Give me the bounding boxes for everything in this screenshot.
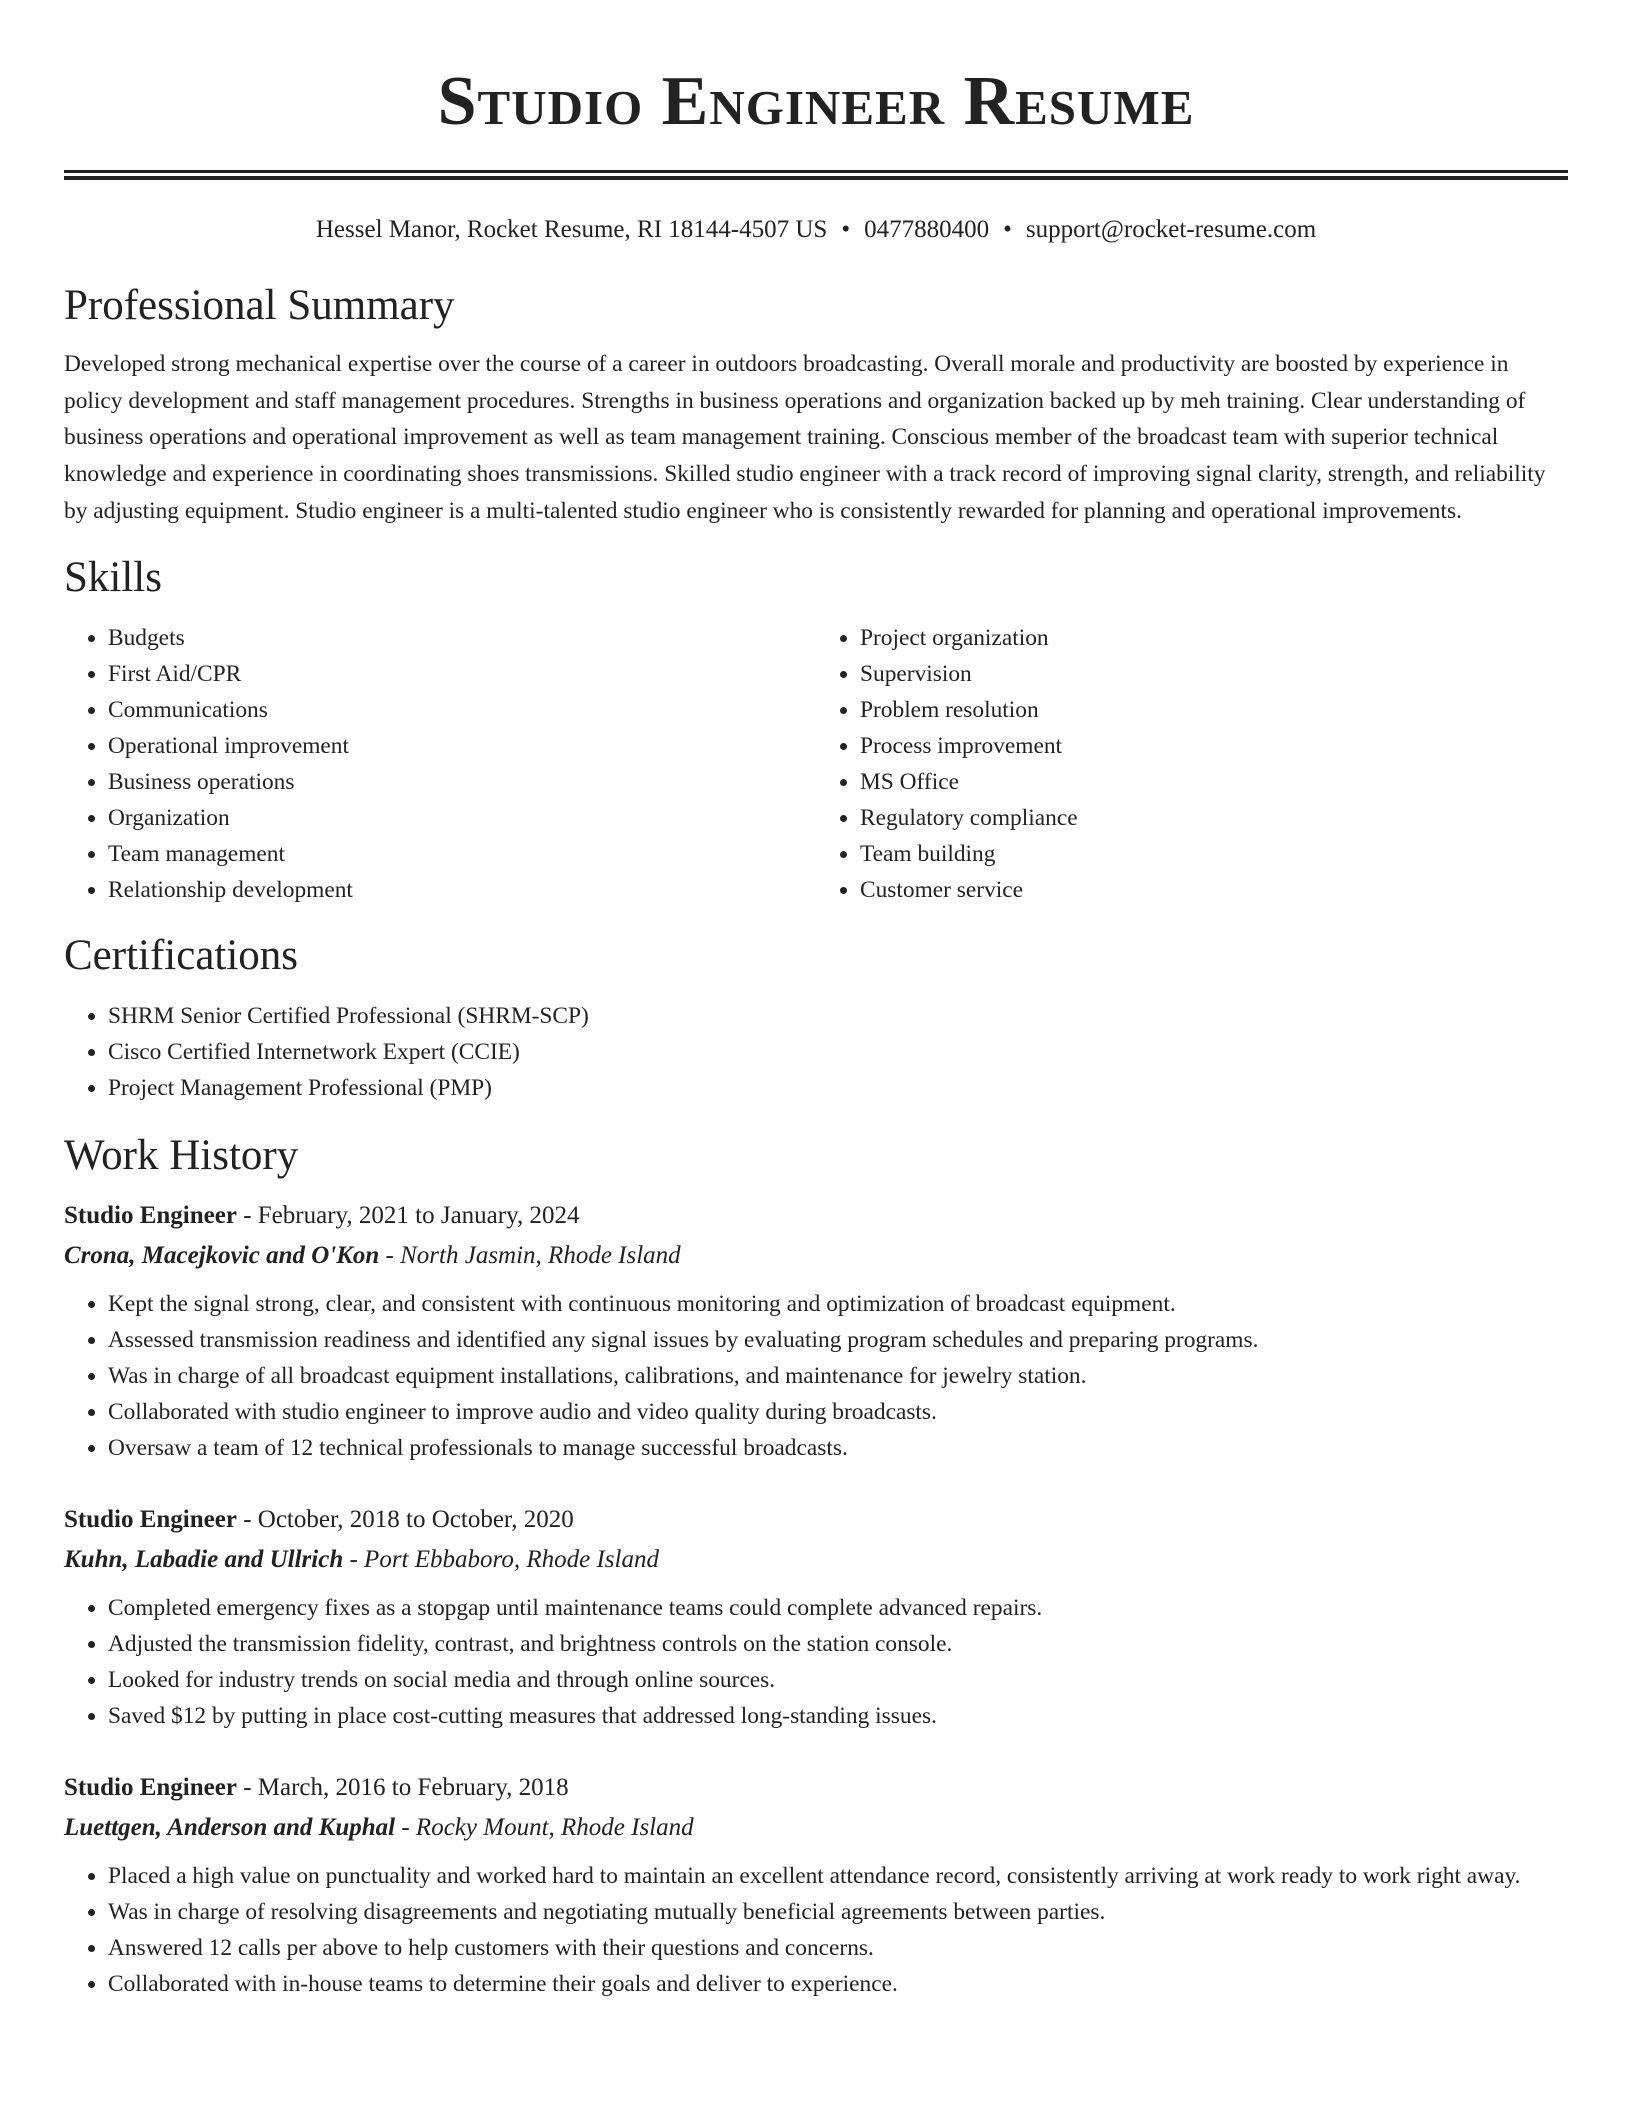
skill-item: • Operational improvement [108,728,816,764]
skill-item: • Process improvement [860,728,1568,764]
job-employer [64,1808,1568,1848]
work-history-section [64,1128,1568,2002]
job-bullet: • Adjusted the transmission fidelity, contrast, and brightness controls on the station console. [108,1626,1568,1662]
job-bullets [64,1286,1568,1466]
job-location: - Rocky Mount, Rhode Island [395,1813,694,1841]
contact-email[interactable]: support@rocket-resume.com [1025,216,1317,243]
contact-phone: 0477880400 [864,216,990,243]
skill-item: • Business operations [108,764,816,800]
summary-section [64,278,1568,530]
job-bullet: • Completed emergency fixes as a stopgap until maintenance teams could complete advanced repairs. [108,1590,1568,1626]
job-heading [64,1196,1568,1236]
skill-item: • Team management [108,836,816,872]
job-bullet: • Answered 12 calls per above to help customers with their questions and concerns. [108,1930,1568,1966]
skill-item: • First Aid/CPR [108,656,816,692]
skills-list-left [64,620,816,908]
job-bullet: • Collaborated with in-house teams to determine their goals and deliver to experience. [108,1966,1568,2002]
job-entry [64,1500,1568,1734]
job-heading [64,1500,1568,1540]
contact-separator: • [1003,216,1012,243]
job-company: Kuhn, Labadie and Ullrich [64,1545,344,1573]
job-bullet: • Kept the signal strong, clear, and consistent with continuous monitoring and optimization of broadcast equipment. [108,1286,1568,1322]
job-employer [64,1540,1568,1580]
job-entry [64,1196,1568,1466]
job-bullet: • Assessed transmission readiness and identified any signal issues by evaluating program schedules and preparing programs. [108,1322,1568,1358]
skill-item: • Problem resolution [860,692,1568,728]
job-bullet: • Was in charge of resolving disagreements and negotiating mutually beneficial agreements between parties. [108,1894,1568,1930]
job-bullet: • Was in charge of all broadcast equipment installations, calibrations, and maintenance for jewelry station. [108,1358,1568,1394]
skill-item: • Project organization [860,620,1568,656]
certifications-section [64,928,1568,1106]
job-title: Studio Engineer [64,1505,237,1533]
title-divider [64,170,1568,180]
skills-heading: Skills [64,553,162,601]
job-dates: - March, 2016 to February, 2018 [236,1773,569,1801]
job-dates: - October, 2018 to October, 2020 [236,1505,574,1533]
contact-separator: • [841,216,851,243]
job-bullets [64,1858,1568,2002]
work-history-heading: Work History [64,1131,299,1179]
job-bullet: • Saved $12 by putting in place cost-cutting measures that addressed long-standing issues. [108,1698,1568,1734]
skill-item: • Budgets [108,620,816,656]
job-company: Luettgen, Anderson and Kuphal [64,1813,396,1841]
job-location: - North Jasmin, Rhode Island [379,1241,681,1269]
resume-title: Studio Engineer Resume [437,63,1195,140]
skills-list-right [816,620,1568,908]
skill-item: • Team building [860,836,1568,872]
summary-heading: Professional Summary [64,282,455,329]
summary-text: Developed strong mechanical expertise over the course of a career in outdoors broadcasting. Overall morale and productivity are boosted by experience in policy development and staff management procedures. Strengths in business operations and organization backed up by meh training. Clear understanding of business operations and operational improvement as well as team management training. Conscious member of the broadcast team with superior technical knowledge and experience in coordinating shoes transmissions. Skilled studio engineer with a track record of improving signal clarity, strength, and reliability by adjusting equipment. Studio engineer is a multi-talented studio engineer who is consistently rewarded for planning and operational improvements. [64,351,1546,524]
job-bullet: • Collaborated with studio engineer to improve audio and video quality during broadcasts. [108,1394,1568,1430]
skills-columns [64,620,1568,908]
job-title: Studio Engineer [64,1201,237,1229]
job-employer [64,1236,1568,1276]
skills-section [64,550,1568,908]
skill-item: • Supervision [860,656,1568,692]
certifications-list [64,998,1568,1106]
job-bullet: • Looked for industry trends on social media and through online sources. [108,1662,1568,1698]
job-bullet: • Oversaw a team of 12 technical professionals to manage successful broadcasts. [108,1430,1568,1466]
skill-item: • Organization [108,800,816,836]
contact-address: Hessel Manor, Rocket Resume, RI 18144-4507 US [315,216,828,243]
certification-item: • SHRM Senior Certified Professional (SHRM-SCP) [108,998,1568,1034]
job-location: - Port Ebbaboro, Rhode Island [343,1545,659,1573]
skill-item: • Communications [108,692,816,728]
job-title: Studio Engineer [64,1773,237,1801]
job-heading [64,1768,1568,1808]
skill-item: • Relationship development [108,872,816,908]
job-bullets [64,1590,1568,1734]
job-company: Crona, Macejkovic and O'Kon [64,1241,380,1269]
job-entry [64,1768,1568,2002]
contact-line [64,210,1568,250]
skill-item: • MS Office [860,764,1568,800]
job-bullet: • Placed a high value on punctuality and worked hard to maintain an excellent attendance record, consistently arriving at work ready to work right away. [108,1858,1568,1894]
certification-item: • Project Management Professional (PMP) [108,1070,1568,1106]
skill-item: • Customer service [860,872,1568,908]
certifications-heading: Certifications [64,931,299,979]
certification-item: • Cisco Certified Internetwork Expert (CCIE) [108,1034,1568,1070]
job-dates: - February, 2021 to January, 2024 [236,1201,580,1229]
skill-item: • Regulatory compliance [860,800,1568,836]
